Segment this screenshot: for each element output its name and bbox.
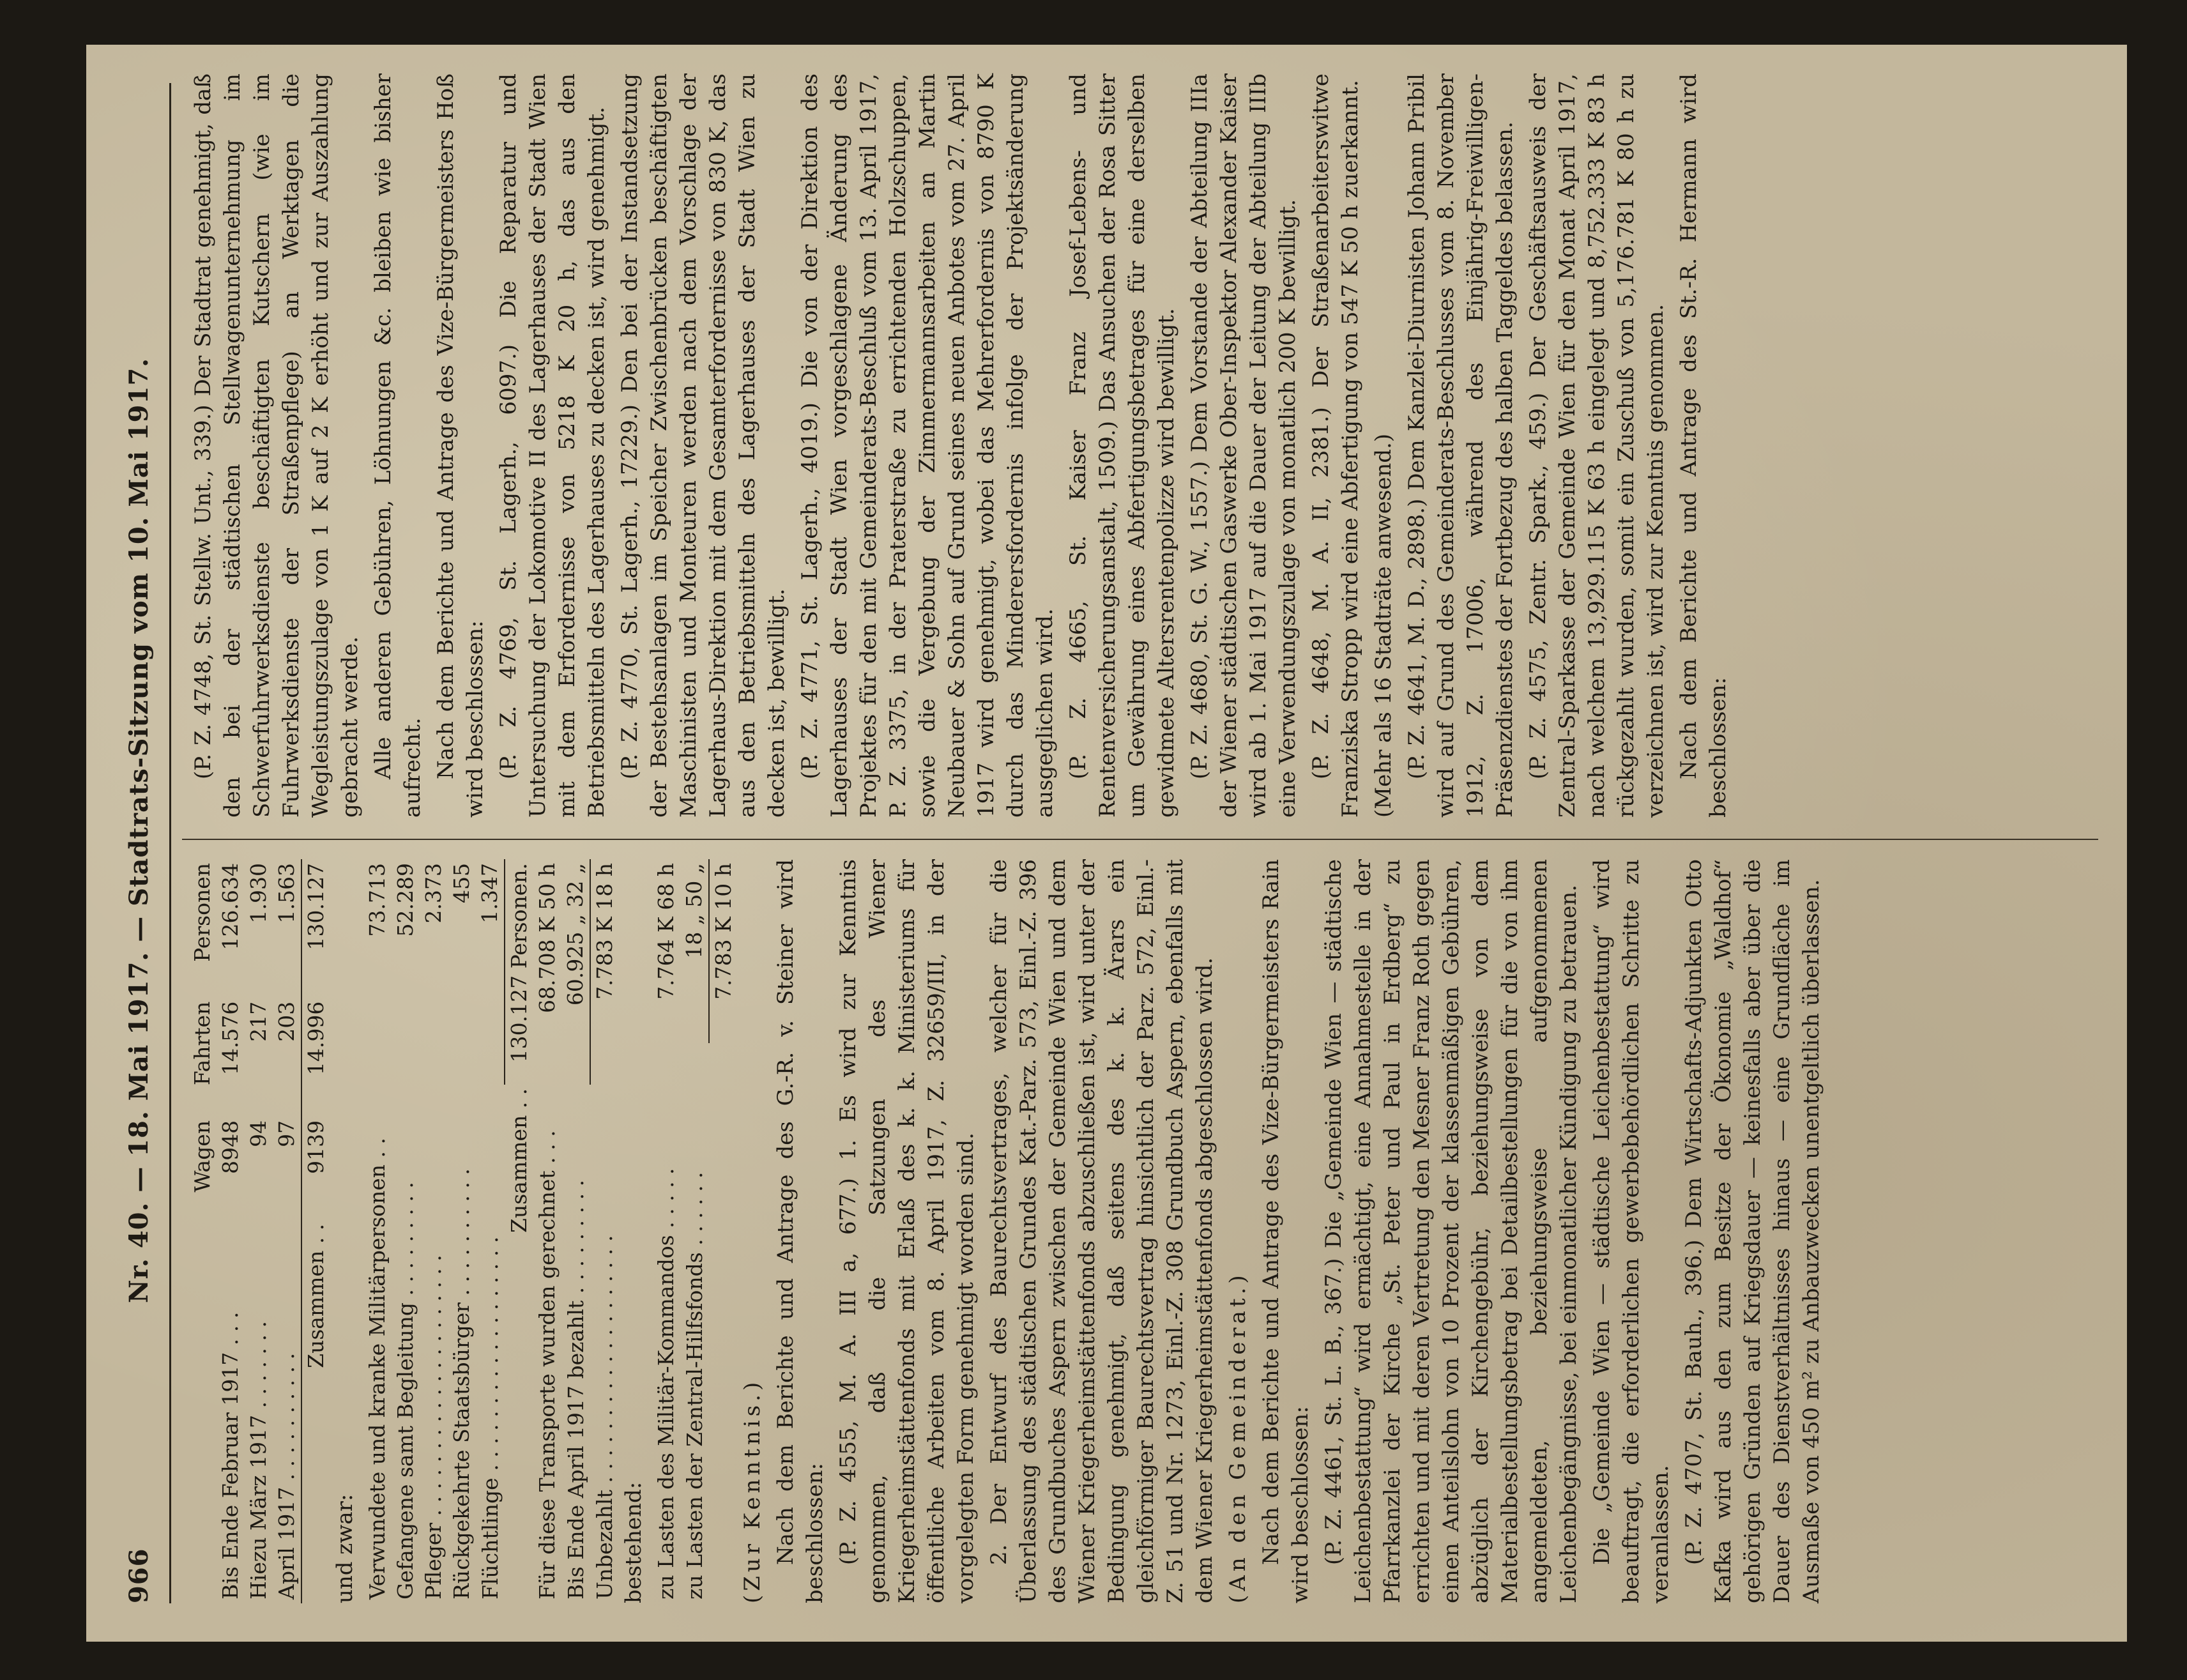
paragraph: (P. Z. 4748, St. Stellw. Unt., 339.) Der Stadtrat genehmigt, daß den bei der städtischen Stellwagenunternehmung im Schwerfuhrwerksdienste beschäftigten Kutschern (wie im Fuhrwerksdienste der Straßenpflege) an Werktagen die Wegleistungszulage von 1 K auf 2 K erhöht und zur Auszahlung gebracht werde.: [190, 73, 363, 818]
persons-total-value: 130.127 Personen.: [505, 859, 533, 1085]
cell: 14.996: [301, 998, 330, 1117]
left-column: [188, 859, 1830, 1603]
row-label: Bis Ende Februar 1917 . . .: [218, 1311, 243, 1600]
cost-row: [561, 859, 590, 1603]
paragraph: Alle anderen Gebühren, Löhnungen &c. bleiben wie bisher aufrecht.: [370, 73, 425, 818]
row-label: Hiezu März 1917 . . . . . . .: [246, 1321, 271, 1600]
persons-breakdown: [363, 859, 619, 1603]
cell: 1.563: [274, 863, 299, 924]
person-value: 52.289: [393, 863, 418, 937]
stats-row: [217, 859, 245, 1603]
stats-sum-row: [301, 859, 330, 1603]
bestehend-label: bestehend:: [621, 1481, 646, 1603]
stats-row: [245, 859, 273, 1603]
paragraph: (P. Z. 4771, St. Lagerh., 4019.) Die von der Direktion des Lagerhauses der Stadt Wien vorgeschlagene Änderung des Projektes für den mit Gemeinderats-Beschluß vom 13. April 1917, P. Z. 3375, in der Praterstraße zu errichtenden Holzschuppen, sowie die Vergebung der Zimmermannsarbeiten an Martin Neubauer & Sohn auf Grund seines neuen Anbotes vom 27. April 1917 wird genehmigt, wobei das Mehrerfordernis von 8790 K durch das Minderersfordernis infolge der Projektsänderung ausgeglichen wird.: [797, 73, 1058, 818]
cost-value: 68.708 K 50 h: [535, 863, 560, 1013]
cell: 97: [274, 1120, 299, 1147]
paragraph: Die „Gemeinde Wien — städtische Leichenbestattung“ wird beauftragt, die erforderlichen gewerbebehördlichen Schritte zu veranlassen.: [1589, 859, 1673, 1603]
person-value: 2.373: [421, 863, 446, 924]
person-row: [363, 859, 392, 1603]
cost-label: Bis Ende April 1917 bezahlt . . . . . . . . .: [563, 1179, 588, 1600]
stats-row: [273, 859, 301, 1603]
right-column: [188, 73, 1737, 818]
paragraph: (P. Z. 4665, St. Kaiser Franz Josef-Lebens- und Rentenversicherungsanstalt, 1509.) Das Ansuchen der Rosa Sitter um Gewährung eines Abfertigungsbetrages für eine derselben gewidmete Altersrentenpolizze wird bewilligt.: [1065, 73, 1179, 818]
paragraph: (P. Z. 4770, St. Lagerh., 17229.) Den bei der Instandsetzung der Bestehsanlagen im Speicher Zwischenbrücken beschäftigten Maschinisten und Monteuren werden nach dem Vorschlage der Lagerhaus-Direktion mit dem Gesamterfordernisse von 830 K, das aus den Betriebsmitteln des Lagerhauses der Stadt Wien zu decken ist, bewilligt.: [617, 73, 789, 818]
cell: 8948: [218, 1120, 243, 1174]
und-zwar-label: und zwar:: [332, 1493, 358, 1603]
page-title: Nr. 40. — 18. Mai 1917. — Stadtrats-Sitzung vom 10. Mai 1917.: [124, 357, 154, 1303]
note-gemeinderat: (An den Gemeinderat.): [1225, 1271, 1251, 1603]
cell: 130.127: [301, 859, 330, 998]
person-label: Flüchtlinge . . . . . . . . . . . . . . . . . .: [477, 1236, 503, 1600]
paragraph: (P. Z. 4680, St. G. W., 1557.) Dem Vorstande der Abteilung IIIa der Wiener städtischen Gaswerke Ober-Inspektor Alexander Kaiser wird ab 1. Mai 1917 auf die Dauer der Leitung der Abteilung IIIb eine Verwendungszulage von monatlich 200 K bewilligt.: [1187, 73, 1300, 818]
paragraph: Nach dem Berichte und Antrage des G.-R. v. Steiner wird beschlossen:: [773, 859, 828, 1603]
page-header: [125, 83, 163, 1603]
column-divider: [182, 839, 2098, 840]
cost-row: [590, 859, 619, 1603]
bestehend-total: 7.783 K 10 h: [709, 859, 738, 1043]
person-value: 1.347: [477, 863, 502, 924]
document-page: [86, 45, 2127, 1642]
paragraph: (P. Z. 4707, St. Bauh., 396.) Dem Wirtschafts-Adjunkten Otto Kafka wird aus den zum Besitze der Ökonomie „Waldhof“ gehörigen Gründen auf Kriegsdauer — keinesfalls aber über die Dauer des Dienstverhältnisses hinaus — eine Grundfläche im Ausmaße von 450 m² zu Anbauzwecken unentgeltlich überlassen.: [1681, 859, 1824, 1603]
stats-header-row: [188, 859, 217, 1603]
cost-value: 60.925 „ 32 „: [563, 863, 588, 1006]
paragraph: Nach dem Berichte und Antrage des Vize-Bürgermeisters Hoß wird beschlossen:: [433, 73, 488, 818]
cost-value: 7.783 K 18 h: [590, 859, 619, 1085]
cost-row: [533, 859, 561, 1603]
paragraph: Nach dem Berichte und Antrage des Vize-Bürgermeisters Rain wird beschlossen:: [1258, 859, 1313, 1603]
bestehend-item-label: zu Lasten des Militär-Kommandos . . . . .: [653, 1168, 678, 1600]
persons-total-row: [505, 859, 533, 1603]
cell: 14.576: [218, 1001, 243, 1076]
header-rule: [169, 83, 171, 1603]
person-label: Rückgekehrte Staatsbürger . . . . . . . . . .: [449, 1168, 474, 1600]
person-value: 455: [449, 863, 474, 903]
paragraph: Nach dem Berichte und Antrage des St.-R. Hermann wird beschlossen:: [1676, 73, 1731, 818]
person-label: Gefangene samt Begleitung . . . . . . . . .: [393, 1182, 418, 1600]
cell: 217: [246, 1001, 271, 1042]
transport-stats-table: [188, 859, 330, 1603]
col-header-wagen: Wagen: [190, 1120, 215, 1193]
paragraph: (P. Z. 4575, Zentr. Spark., 459.) Der Geschäftsausweis der Zentral-Sparkasse der Gemeinde Wien für den Monat April 1917, nach welchem 13,929.115 K 63 h eingelegt und 8,752.333 K 83 h rückgezahlt wurden, somit ein Zuschuß von 5,176.781 K 80 h zu verzeichnen ist, wird zur Kenntnis genommen.: [1525, 73, 1668, 818]
cell: 203: [274, 1001, 299, 1042]
note-stadtraete: (Mehr als 16 Stadträte anwesend.): [1371, 433, 1396, 818]
cost-label: Unbezahlt . . . . . . . . . . . . . . . . . . .: [591, 1235, 617, 1600]
paragraph: (P. Z. 4641, M. D., 2898.) Dem Kanzlei-Diurnisten Johann Pribil wird auf Grund des Gemeinderats-Beschlusses vom 8. November 1912, Z. 17006, während des Einjährig-Freiwilligen-Präsenzdienstes der Fortbezug des halben Taggeldes belassen.: [1404, 73, 1518, 818]
person-label: Verwundete und kranke Militärpersonen . .: [365, 1137, 390, 1600]
col-header-fahrten: Fahrten: [190, 1001, 215, 1086]
cost-label: Für diese Transporte wurden gerechnet . . .: [535, 1130, 560, 1600]
person-row: [392, 859, 420, 1603]
cell: 94: [246, 1120, 271, 1147]
note-kenntnis: (Zur Kenntnis.): [740, 1378, 765, 1603]
person-label: Pfleger . . . . . . . . . . . . . . . . . . . .: [421, 1255, 446, 1600]
bestehend-total-row: [709, 859, 738, 1603]
sum-label: Zusammen . .: [301, 1220, 330, 1603]
bestehend-item-label: zu Lasten der Zentral-Hilfsfonds . . . . . .: [682, 1172, 707, 1600]
rotated-page-content: [86, 45, 2127, 1642]
paragraph: (P. Z. 4555, M. A. III a, 677.) 1. Es wird zur Kenntnis genommen, daß die Satzungen des Wiener Kriegerheimstättenfonds mit Erlaß des k. k. Ministeriums für öffentliche Arbeiten vom 8. April 1917, Z. 32659/III, in der vorgelegten Form genehmigt worden sind.: [835, 859, 979, 1603]
bestehend-breakdown: [652, 859, 738, 1603]
cell: 9139: [301, 1117, 330, 1220]
person-row: [448, 859, 476, 1603]
bestehend-row: [680, 859, 709, 1603]
bestehend-item-value: 7.764 K 68 h: [653, 863, 678, 1000]
cell: 1.930: [246, 863, 271, 924]
paragraph: 2. Der Entwurf des Baurechtsvertrages, welcher für die Überlassung des städtischen Grundes Kat.-Parz. 573, Einl.-Z. 396 des Grundbuches Aspern zwischen der Gemeinde Wien und dem Wiener Kriegerheimstättenfonds abzuschließen ist, wird unter der Bedingung genehmigt, daß seitens des k. k. Ärars ein gleichförmiger Baurechtsvertrag hinsichtlich der Parz. 572, Einl.-Z. 51 und Nr. 1273, Einl.-Z. 308 Grundbuch Aspern, ebenfalls mit dem Wiener Kriegerheimstättenfonds abgeschlossen wird.: [986, 859, 1217, 1603]
paragraph: (P. Z. 4648, M. A. II, 2381.) Der Straßenarbeiterswitwe Franziska Stropp wird eine Abfertigung von 547 K 50 h zuerkannt.: [1308, 73, 1363, 818]
bestehend-row: [652, 859, 680, 1603]
person-row: [420, 859, 448, 1603]
paragraph: (P. Z. 4461, St. L. B., 367.) Die „Gemeinde Wien — städtische Leichenbestattung“ wird ermächtigt, eine Annahmestelle in der Pfarrkanzlei der Kirche „St. Peter und Paul in Erdberg“ zu errichten und mit deren Vertretung den Mesner Franz Roth gegen einen Anteilslohn von 10 Prozent der klassenmäßigen Gebühren, abzüglich der Kirchengebühr, beziehungsweise von dem Materialbestellungsbetrag bei Detailbestellungen für die von ihm angemeldeten, beziehungsweise aufgenommenen Leichenbegängnisse, bei einmonatlicher Kündigung zu betrauen.: [1321, 859, 1581, 1603]
paragraph: (P. Z. 4769, St. Lagerh., 6097.) Die Reparatur und Untersuchung der Lokomotive II des Lagerhauses der Stadt Wien mit dem Erfordernisse von 5218 K 20 h, das aus den Betriebsmitteln des Lagerhauses zu decken ist, wird genehmigt.: [496, 73, 609, 818]
bestehend-item-value: 18 „ 50 „: [682, 863, 706, 959]
persons-total-label: Zusammen . .: [506, 1088, 531, 1233]
row-label: April 1917 . . . . . . . . . .: [274, 1352, 299, 1600]
person-value: 73.713: [365, 863, 390, 937]
col-header-personen: Personen: [190, 863, 215, 962]
person-row: [476, 859, 505, 1603]
cell: 126.634: [218, 863, 243, 951]
page-number: 966: [124, 1548, 154, 1603]
